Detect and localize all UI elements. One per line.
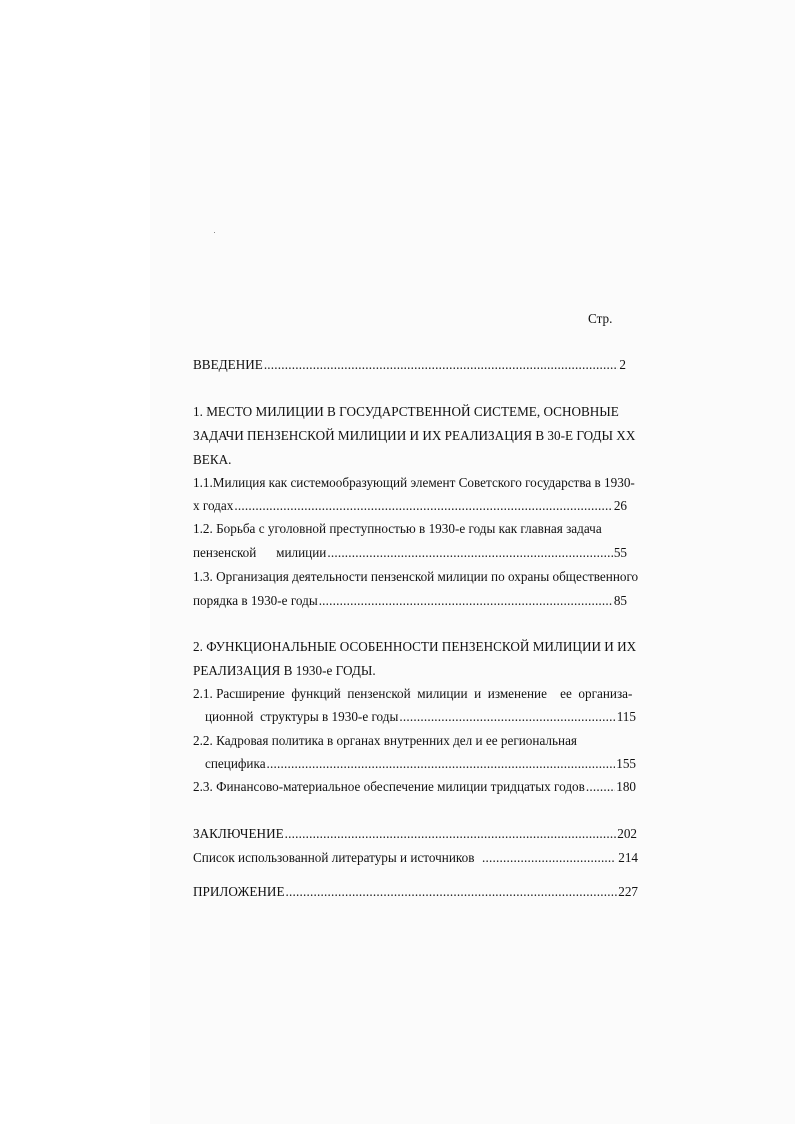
toc-page-number: 115	[616, 709, 636, 724]
chapter1-title-line1[interactable]: 1. МЕСТО МИЛИЦИИ В ГОСУДАРСТВЕННОЙ СИСТЕМЕ, ОСНОВНЫЕ	[193, 404, 619, 419]
toc-label: Список использованной литературы и источников	[193, 850, 482, 865]
toc-label: ционной структуры в 1930-е годы	[205, 709, 399, 724]
toc-leader-dots	[586, 779, 615, 795]
toc-leader-dots	[327, 545, 612, 561]
section-2-1-line1[interactable]: 2.1. Расширение функций пензенской милиции и изменение ее организа-	[193, 686, 633, 701]
chapter1-title-line3[interactable]: ВЕКА.	[193, 452, 232, 467]
toc-leader-dots	[267, 756, 616, 772]
toc-page-number: 214	[614, 850, 638, 865]
toc-entry-intro[interactable]	[193, 357, 626, 373]
toc-entry-conclusion[interactable]	[193, 826, 637, 842]
toc-label: специфика	[205, 756, 266, 771]
toc-label: пензенской милиции	[193, 545, 327, 560]
toc-leader-dots	[399, 709, 615, 725]
toc-label: ЗАКЛЮЧЕНИЕ	[193, 826, 284, 841]
toc-leader-dots	[285, 826, 617, 842]
toc-entry-1-3[interactable]	[193, 593, 627, 609]
section-1-3-line1[interactable]: 1.3. Организация деятельности пензенской милиции по охраны общественного	[193, 569, 639, 584]
toc-page-number: 180	[616, 779, 636, 794]
chapter1-title-line2[interactable]: ЗАДАЧИ ПЕНЗЕНСКОЙ МИЛИЦИИ И ИХ РЕАЛИЗАЦИЯ В 30-Е ГОДЫ XX	[193, 428, 636, 443]
toc-label: порядка в 1930-е годы	[193, 593, 318, 608]
page-column-label: Стр.	[588, 311, 613, 326]
chapter2-title-line2[interactable]: РЕАЛИЗАЦИЯ В 1930-е ГОДЫ.	[193, 663, 376, 678]
section-2-2-line1[interactable]: 2.2. Кадровая политика в органах внутренних дел и ее региональная	[193, 733, 578, 748]
toc-entry-2-1[interactable]	[205, 709, 636, 725]
toc-entry-1-2[interactable]	[193, 545, 627, 561]
scan-speck	[214, 232, 215, 233]
scan-margin	[0, 0, 150, 1124]
toc-entry-appendix[interactable]	[193, 884, 638, 900]
toc-page-number: 202	[617, 826, 637, 841]
toc-leader-dots	[264, 357, 619, 373]
toc-entry-2-2[interactable]	[205, 756, 636, 772]
toc-label: ВВЕДЕНИЕ	[193, 357, 263, 372]
toc-entry-2-3[interactable]	[193, 779, 636, 795]
toc-entry-1-1[interactable]	[193, 498, 627, 514]
toc-page-number: 26	[613, 498, 627, 513]
toc-page-number: 155	[616, 756, 636, 771]
section-1-1-line1[interactable]: 1.1.Милиция как системообразующий элемент Советского государства в 1930-	[193, 475, 635, 490]
toc-leader-dots	[319, 593, 613, 609]
section-1-2-line1[interactable]: 1.2. Борьба с уголовной преступностью в 1930-е годы как главная задача	[193, 521, 602, 536]
toc-page-number: 227	[618, 884, 638, 899]
toc-leader-dots	[234, 498, 612, 514]
toc-label: 2.3. Финансово-материальное обеспечение милиции тридцатых годов	[193, 779, 585, 794]
toc-page-number: 55	[613, 545, 627, 560]
toc-label: х годах	[193, 498, 234, 513]
document-page	[150, 0, 795, 1124]
toc-label: ПРИЛОЖЕНИЕ	[193, 884, 285, 899]
toc-page-number: 85	[613, 593, 627, 608]
toc-leader-dots	[482, 850, 614, 866]
toc-entry-bibliography[interactable]	[193, 850, 638, 866]
chapter2-title-line1[interactable]: 2. ФУНКЦИОНАЛЬНЫЕ ОСОБЕННОСТИ ПЕНЗЕНСКОЙ МИЛИЦИИ И ИХ	[193, 639, 637, 654]
toc-page-number: 2	[619, 357, 626, 372]
toc-leader-dots	[286, 884, 618, 900]
